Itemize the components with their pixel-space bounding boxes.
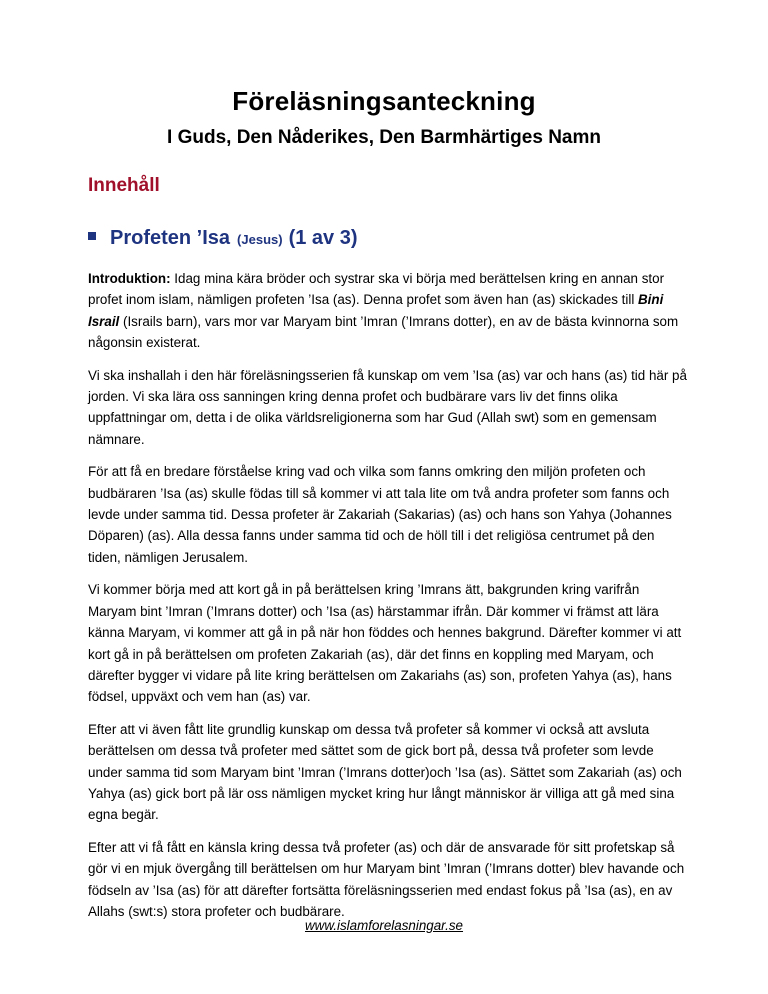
intro-emphasis: Bini Israil <box>88 292 664 329</box>
section-part: (1 av 3) <box>288 227 358 249</box>
intro-paragraph <box>88 268 688 354</box>
document-subtitle: I Guds, Den Nåderikes, Den Barmhärtiges Namn <box>167 127 601 148</box>
paragraph-5: Efter att vi få fått en känsla kring dessa två profeter (as) och där de ansvarade för sitt profetskap så gör vi en mjuk övergång till berättelsen om hur Maryam bint ’Imran (’Imrans dotter) blev havande och födseln av ’Isa (as) för att därefter fortsätta föreläsningsserien med endast fokus på ’Isa (as), en av Allahs (swt:s) stora profeter och budbärare. <box>88 839 685 919</box>
intro-text-a: Idag mina kära bröder och systrar ska vi börja med berättelsen kring en annan stor profet inom islam, nämligen profeten ’Isa (as). Denna profet som även han (as) skickades till <box>88 271 665 308</box>
paragraph-4: Efter att vi även fått lite grundlig kunskap om dessa två profeter så kommer vi också att avsluta berättelsen om dessa två profeter med sättet som de gick bort på, dessa två profeter som levde under samma tid som Maryam bint ’Imran (’Imrans dotter)och ’Isa (as). Sättet som Zakariah (as) och Yahya (as) gick bort på lär oss nämligen mycket kring hur långt människor är villiga att gå med sina egna begär. <box>88 721 682 823</box>
footer-link[interactable]: www.islamforelasningar.se <box>304 918 464 933</box>
intro-label: Introduktion: <box>88 271 171 286</box>
paragraph-1: Vi ska inshallah i den här föreläsningsserien få kunskap om vem ’Isa (as) var och hans (as) tid här på jorden. Vi ska lära oss sanningen kring denna profet och budbärare vars liv det finns olika uppfattningar om, detta i de olika världsreligionerna som har Gud (Allah swt) som en gemensam nämnare. <box>88 367 687 447</box>
section-name-note: (Jesus) <box>237 232 283 247</box>
section-heading <box>88 227 358 250</box>
section-name: Profeten ’Isa <box>110 227 231 249</box>
paragraph-2: För att få en bredare förståelse kring vad och vilka som fanns omkring den miljön profeten och budbäraren ’Isa (as) skulle födas till så kommer vi att tala lite om två andra profeter som fanns och levde under samma tid. Dessa profeter är Zakariah (Sakarias) (as) och hans son Yahya (Johannes Döparen) (as). Alla dessa fanns under samma tid och de höll till i det religiösa centrumet på den tiden, nämligen Jerusalem. <box>88 464 672 565</box>
square-bullet-icon <box>88 232 96 240</box>
paragraph-3: Vi kommer börja med att kort gå in på berättelsen kring ’Imrans ätt, bakgrunden kring varifrån Maryam bint ’Imran (’Imrans dotter) och ’Isa (as) härstammar ifrån. Där kommer vi främst att lära känna Maryam, vi kommer att gå in på när hon föddes och hennes bakgrund. Därefter kommer vi att kort gå in på berättelsen om profeten Zakariah (as), där det finns en koppling med Maryam, och därefter bygger vi vidare på lite kring berättelsen om Zakariahs (as) son, profeten Yahya (as), hans födsel, uppväxt och vem han (as) var. <box>88 582 682 705</box>
intro-text-b: (Israils barn), vars mor var Maryam bint ’Imran (’Imrans dotter), en av de bästa kvinnorna som någonsin existerat. <box>88 313 679 351</box>
toc-heading: Innehåll <box>88 175 160 196</box>
document-body <box>88 268 688 933</box>
document-title: Föreläsningsanteckning <box>232 86 536 116</box>
